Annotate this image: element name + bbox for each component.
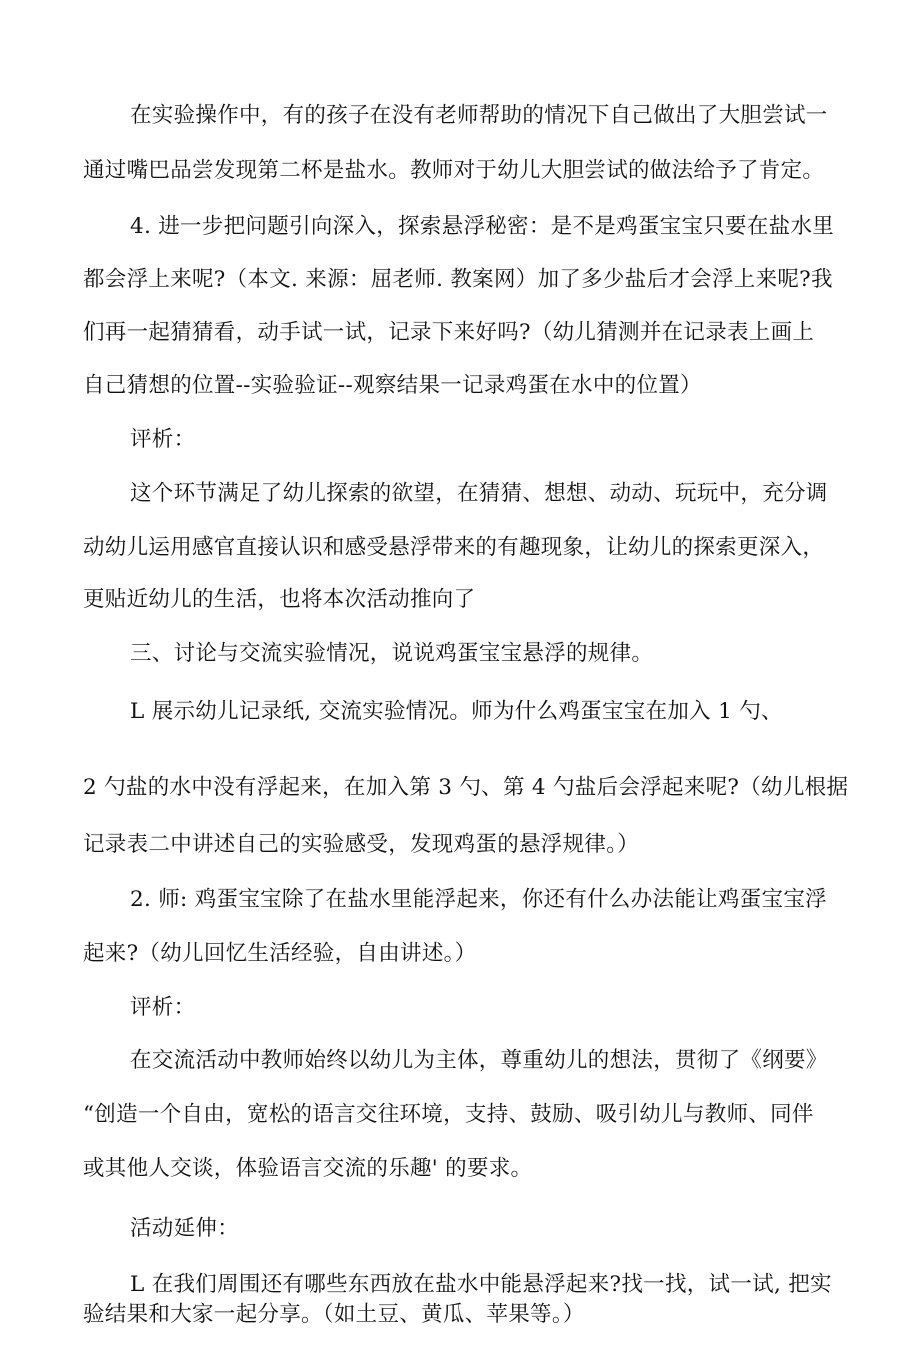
text-line: 2 勺盐的水中没有浮起来，在加入第 3 勺、第 4 勺盐后会浮起来呢?（幼儿根据 [83,775,849,800]
section-heading: 三、讨论与交流实验情况，说说鸡蛋宝宝悬浮的规律。 [130,641,654,666]
text-line: 或其他人交谈，体验语言交流的乐趣' 的要求。 [83,1156,533,1181]
text-line: 2. 师: 鸡蛋宝宝除了在盐水里能浮起来，你还有什么办法能让鸡蛋宝宝浮 [130,887,827,912]
section-label: 活动延伸： [130,1216,240,1241]
text-line: 通过嘴巴品尝发现第二杯是盐水。教师对于幼儿大胆尝试的做法给予了肯定。 [83,158,825,183]
section-label: 评析： [130,995,196,1020]
text-line: L 在我们周围还有哪些东西放在盐水中能悬浮起来?找一找，试一试, 把实 [130,1272,832,1297]
text-line: 4. 进一步把问题引向深入，探索悬浮秘密：是不是鸡蛋宝宝只要在盐水里 [130,214,835,239]
text-line: “创造一个自由，宽松的语言交往环境，支持、鼓励、吸引幼儿与教师、同伴 [83,1102,814,1127]
text-line: 都会浮上来呢?（本文. 来源：屈老师. 教案网）加了多少盐后才会浮上来呢?我 [83,267,833,292]
text-line: 记录表二中讲述自己的实验感受，发现鸡蛋的悬浮规律。） [83,832,640,857]
text-line: L 展示幼儿记录纸, 交流实验情况。师为什么鸡蛋宝宝在加入 1 勺、 [130,699,783,724]
text-line: 在交流活动中教师始终以幼儿为主体，尊重幼儿的想法，贯彻了《纲要》 [130,1048,828,1073]
text-line: 们再一起猜猜看，动手试一试，记录下来好吗?（幼儿猜测并在记录表上画上 [83,320,815,345]
text-line: 起来?（幼儿回忆生活经验，自由讲述。） [83,941,477,966]
section-label: 评析： [130,427,196,452]
text-line: 在实验操作中，有的孩子在没有老师帮助的情况下自己做出了大胆尝试一 [130,103,828,128]
text-line: 动幼儿运用感官直接认识和感受悬浮带来的有趣现象，让幼儿的探索更深入， [83,535,825,560]
text-line: 自己猜想的位置--实验验证--观察结果一记录鸡蛋在水中的位置） [83,373,702,398]
text-line: 验结果和大家一起分享。（如土豆、黄瓜、苹果等。） [83,1302,585,1327]
text-line: 更贴近幼儿的生活，也将本次活动推向了 [83,587,476,612]
text-line: 这个环节满足了幼儿探索的欲望，在猜猜、想想、动动、玩玩中，充分调 [130,481,828,506]
